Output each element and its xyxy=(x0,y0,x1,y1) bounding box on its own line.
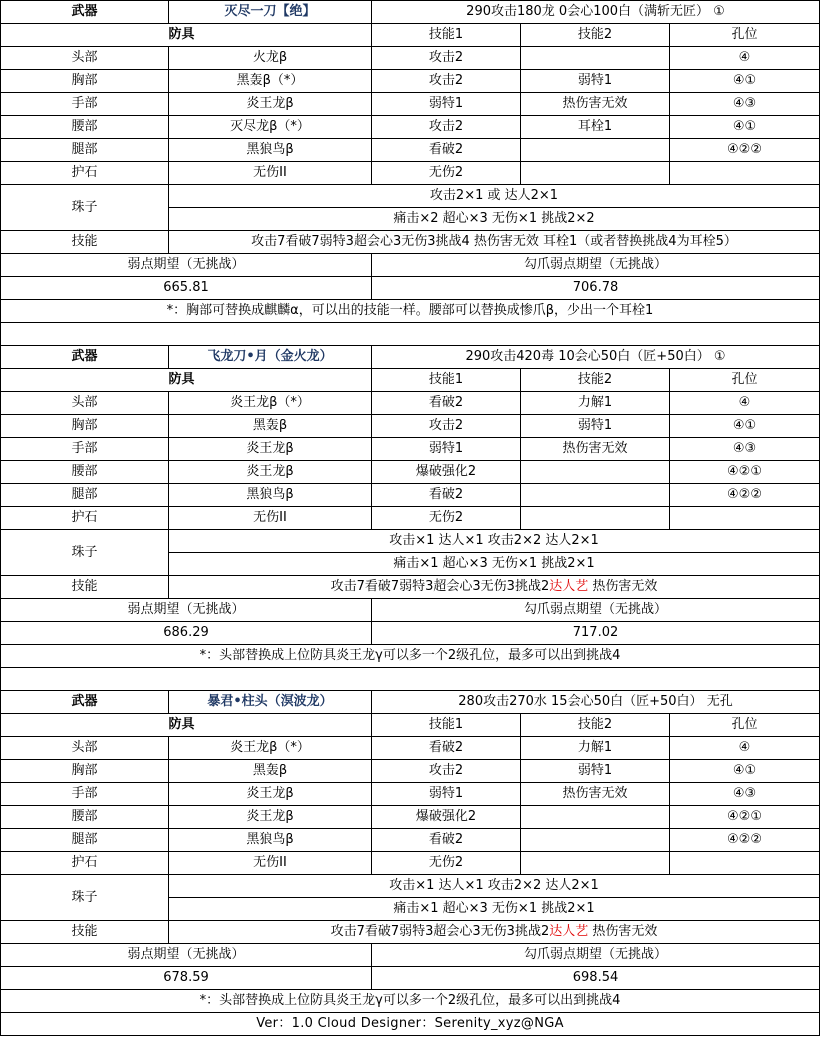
armor-row xyxy=(1,829,820,852)
skills-label: 技能 xyxy=(1,231,169,254)
armor-row xyxy=(1,737,820,760)
armor-skill1: 攻击2 xyxy=(372,116,521,139)
slot-label: 孔位 xyxy=(670,369,820,392)
ev-claw-value: 706.78 xyxy=(372,277,820,300)
part-charm: 护石 xyxy=(1,162,169,185)
skill2-label: 技能2 xyxy=(521,714,670,737)
armor-slots: ④②① xyxy=(670,461,820,484)
weapon-stats: 290攻击420毒 10会心50白（匠+50白） ① xyxy=(372,346,820,369)
armor-skill1: 无伤2 xyxy=(372,507,521,530)
armor-slots: ④① xyxy=(670,70,820,93)
skill1-label: 技能1 xyxy=(372,369,521,392)
skill2-label: 技能2 xyxy=(521,369,670,392)
armor-name: 无伤II xyxy=(169,507,372,530)
armor-skill2 xyxy=(521,852,670,875)
weapon-name: 灭尽一刀【绝】 xyxy=(169,1,372,24)
part-chest: 胸部 xyxy=(1,70,169,93)
jewels-line-1: 攻击2×1 或 达人2×1 xyxy=(169,185,820,208)
version-credit: Ver：1.0 Cloud Designer：Serenity_xyz@NGA xyxy=(1,1013,820,1036)
ev-value: 665.81 xyxy=(1,277,372,300)
ev-claw-label: 勾爪弱点期望（无挑战） xyxy=(372,944,820,967)
note-row xyxy=(1,300,820,323)
ev-value-row xyxy=(1,967,820,990)
armor-skill1: 爆破强化2 xyxy=(372,461,521,484)
section-gap xyxy=(1,323,820,346)
armor-skill1: 攻击2 xyxy=(372,47,521,70)
armor-label: 防具 xyxy=(169,24,372,47)
armor-name: 无伤II xyxy=(169,852,372,875)
armor-name: 炎王龙β（*） xyxy=(169,392,372,415)
armor-skill2: 热伤害无效 xyxy=(521,783,670,806)
armor-skill1: 弱特1 xyxy=(372,438,521,461)
skill2-label: 技能2 xyxy=(521,24,670,47)
skills-text-tail: 热伤害无效 xyxy=(588,579,658,594)
part-arms: 手部 xyxy=(1,783,169,806)
ev-label: 弱点期望（无挑战） xyxy=(1,599,372,622)
armor-skill2: 力解1 xyxy=(521,737,670,760)
armor-name: 黑狼鸟β xyxy=(169,829,372,852)
skills-row xyxy=(1,576,820,599)
armor-header-row xyxy=(1,24,820,47)
skills-summary xyxy=(169,576,820,599)
armor-slots: ④②② xyxy=(670,829,820,852)
armor-skill1: 看破2 xyxy=(372,737,521,760)
build-note: *：头部替换成上位防具炎王龙γ可以多一个2级孔位，最多可以出到挑战4 xyxy=(1,645,820,668)
armor-skill1: 看破2 xyxy=(372,139,521,162)
section-gap xyxy=(1,668,820,691)
armor-slots: ④ xyxy=(670,47,820,70)
skill1-label: 技能1 xyxy=(372,24,521,47)
armor-row xyxy=(1,47,820,70)
ev-claw-label: 勾爪弱点期望（无挑战） xyxy=(372,254,820,277)
armor-skill2 xyxy=(521,484,670,507)
ev-label: 弱点期望（无挑战） xyxy=(1,944,372,967)
armor-skill1: 看破2 xyxy=(372,484,521,507)
armor-slots: ④① xyxy=(670,116,820,139)
armor-name: 炎王龙β xyxy=(169,93,372,116)
armor-name: 炎王龙β xyxy=(169,438,372,461)
jewels-row xyxy=(1,875,820,898)
jewels-label: 珠子 xyxy=(1,185,169,231)
armor-slots: ④②② xyxy=(670,139,820,162)
section-gap-cell xyxy=(1,668,820,691)
build-note: *：头部替换成上位防具炎王龙γ可以多一个2级孔位，最多可以出到挑战4 xyxy=(1,990,820,1013)
jewels-line-1: 攻击×1 达人×1 攻击2×2 达人2×1 xyxy=(169,875,820,898)
armor-row xyxy=(1,484,820,507)
armor-name: 黑狼鸟β xyxy=(169,484,372,507)
weapon-label: 武器 xyxy=(1,691,169,714)
part-charm: 护石 xyxy=(1,507,169,530)
skills-text: 攻击7看破7弱特3超会心3无伤3挑战2 xyxy=(330,924,550,939)
part-waist: 腰部 xyxy=(1,461,169,484)
armor-skill1: 爆破强化2 xyxy=(372,806,521,829)
armor-skill1: 弱特1 xyxy=(372,783,521,806)
part-arms: 手部 xyxy=(1,438,169,461)
jewels-line-2: 痛击×1 超心×3 无伤×1 挑战2×1 xyxy=(169,898,820,921)
ev-label: 弱点期望（无挑战） xyxy=(1,254,372,277)
armor-slots xyxy=(670,162,820,185)
armor-slots: ④① xyxy=(670,760,820,783)
armor-skill1: 看破2 xyxy=(372,829,521,852)
armor-name: 黑轰β xyxy=(169,415,372,438)
armor-skill1: 攻击2 xyxy=(372,70,521,93)
section-gap-cell xyxy=(1,323,820,346)
armor-row xyxy=(1,438,820,461)
skills-highlight: 达人艺 xyxy=(549,924,589,939)
armor-row xyxy=(1,139,820,162)
ev-claw-label: 勾爪弱点期望（无挑战） xyxy=(372,599,820,622)
armor-skill2: 热伤害无效 xyxy=(521,438,670,461)
skills-text: 攻击7看破7弱特3超会心3无伤3挑战4 热伤害无效 耳栓1（或者替换挑战4为耳栓5） xyxy=(251,234,737,249)
armor-row xyxy=(1,93,820,116)
armor-row xyxy=(1,806,820,829)
jewels-line-1: 攻击×1 达人×1 攻击2×2 达人2×1 xyxy=(169,530,820,553)
note-row xyxy=(1,990,820,1013)
ev-value: 686.29 xyxy=(1,622,372,645)
armor-name: 火龙β xyxy=(169,47,372,70)
jewels-row xyxy=(1,185,820,208)
armor-skill1: 无伤2 xyxy=(372,162,521,185)
ev-claw-value: 717.02 xyxy=(372,622,820,645)
armor-slots xyxy=(670,852,820,875)
armor-slots: ④②② xyxy=(670,484,820,507)
slot-label: 孔位 xyxy=(670,714,820,737)
ev-claw-value: 698.54 xyxy=(372,967,820,990)
weapon-row xyxy=(1,346,820,369)
weapon-row xyxy=(1,691,820,714)
jewels-row xyxy=(1,530,820,553)
armor-row xyxy=(1,461,820,484)
armor-slots: ④③ xyxy=(670,438,820,461)
ev-value-row xyxy=(1,622,820,645)
armor-skill2 xyxy=(521,507,670,530)
jewels-line-2: 痛击×2 超心×3 无伤×1 挑战2×2 xyxy=(169,208,820,231)
ev-header-row xyxy=(1,599,820,622)
weapon-name: 飞龙刀•月（金火龙） xyxy=(169,346,372,369)
armor-slots xyxy=(670,507,820,530)
armor-row xyxy=(1,415,820,438)
armor-header-spacer xyxy=(1,24,169,47)
armor-slots: ④ xyxy=(670,737,820,760)
armor-skill2 xyxy=(521,806,670,829)
armor-row xyxy=(1,507,820,530)
part-head: 头部 xyxy=(1,392,169,415)
part-waist: 腰部 xyxy=(1,116,169,139)
part-charm: 护石 xyxy=(1,852,169,875)
armor-row xyxy=(1,70,820,93)
ev-value: 678.59 xyxy=(1,967,372,990)
ev-header-row xyxy=(1,944,820,967)
armor-row xyxy=(1,116,820,139)
armor-row xyxy=(1,783,820,806)
part-head: 头部 xyxy=(1,737,169,760)
jewels-label: 珠子 xyxy=(1,875,169,921)
armor-skill2: 力解1 xyxy=(521,392,670,415)
note-row xyxy=(1,645,820,668)
skills-text-tail: 热伤害无效 xyxy=(588,924,658,939)
slot-label: 孔位 xyxy=(670,24,820,47)
armor-name: 炎王龙β xyxy=(169,461,372,484)
skills-row xyxy=(1,231,820,254)
armor-skill1: 攻击2 xyxy=(372,760,521,783)
armor-header-row xyxy=(1,714,820,737)
build-note: *：胸部可替换成麒麟α，可以出的技能一样。腰部可以替换成惨爪β，少出一个耳栓1 xyxy=(1,300,820,323)
armor-header-spacer xyxy=(1,714,169,737)
armor-name: 炎王龙β xyxy=(169,783,372,806)
armor-skill2 xyxy=(521,162,670,185)
skills-summary xyxy=(169,921,820,944)
jewels-label: 珠子 xyxy=(1,530,169,576)
armor-skill1: 无伤2 xyxy=(372,852,521,875)
armor-skill2: 耳栓1 xyxy=(521,116,670,139)
armor-name: 黑轰β（*） xyxy=(169,70,372,93)
armor-slots: ④ xyxy=(670,392,820,415)
armor-slots: ④②① xyxy=(670,806,820,829)
part-legs: 腿部 xyxy=(1,484,169,507)
footer-row xyxy=(1,1013,820,1036)
armor-skill2 xyxy=(521,829,670,852)
armor-name: 黑轰β xyxy=(169,760,372,783)
skills-row xyxy=(1,921,820,944)
armor-skill1: 弱特1 xyxy=(372,93,521,116)
part-waist: 腰部 xyxy=(1,806,169,829)
weapon-label: 武器 xyxy=(1,346,169,369)
skills-summary xyxy=(169,231,820,254)
armor-label: 防具 xyxy=(169,369,372,392)
armor-skill2 xyxy=(521,139,670,162)
weapon-stats: 290攻击180龙 0会心100白（满斩无匠） ① xyxy=(372,1,820,24)
armor-slots: ④① xyxy=(670,415,820,438)
skills-highlight: 达人艺 xyxy=(549,579,589,594)
armor-row xyxy=(1,162,820,185)
jewels-line-2: 痛击×1 超心×3 无伤×1 挑战2×1 xyxy=(169,553,820,576)
armor-skill2 xyxy=(521,461,670,484)
armor-name: 炎王龙β（*） xyxy=(169,737,372,760)
part-chest: 胸部 xyxy=(1,415,169,438)
skills-text: 攻击7看破7弱特3超会心3无伤3挑战2 xyxy=(330,579,550,594)
armor-name: 炎王龙β xyxy=(169,806,372,829)
armor-header-spacer xyxy=(1,369,169,392)
skills-label: 技能 xyxy=(1,576,169,599)
armor-name: 黑狼鸟β xyxy=(169,139,372,162)
armor-name: 无伤II xyxy=(169,162,372,185)
weapon-label: 武器 xyxy=(1,1,169,24)
armor-row xyxy=(1,852,820,875)
armor-row xyxy=(1,392,820,415)
part-legs: 腿部 xyxy=(1,829,169,852)
armor-skill1: 看破2 xyxy=(372,392,521,415)
armor-label: 防具 xyxy=(169,714,372,737)
armor-row xyxy=(1,760,820,783)
armor-skill2: 热伤害无效 xyxy=(521,93,670,116)
weapon-stats: 280攻击270水 15会心50白（匠+50白） 无孔 xyxy=(372,691,820,714)
part-head: 头部 xyxy=(1,47,169,70)
part-chest: 胸部 xyxy=(1,760,169,783)
armor-name: 灭尽龙β（*） xyxy=(169,116,372,139)
skills-label: 技能 xyxy=(1,921,169,944)
armor-skill2: 弱特1 xyxy=(521,70,670,93)
armor-header-row xyxy=(1,369,820,392)
armor-skill2 xyxy=(521,47,670,70)
part-arms: 手部 xyxy=(1,93,169,116)
skill1-label: 技能1 xyxy=(372,714,521,737)
part-legs: 腿部 xyxy=(1,139,169,162)
ev-value-row xyxy=(1,277,820,300)
ev-header-row xyxy=(1,254,820,277)
armor-skill1: 攻击2 xyxy=(372,415,521,438)
armor-skill2: 弱特1 xyxy=(521,760,670,783)
armor-skill2: 弱特1 xyxy=(521,415,670,438)
armor-slots: ④③ xyxy=(670,93,820,116)
weapon-name: 暴君•柱头（溟波龙） xyxy=(169,691,372,714)
armor-slots: ④③ xyxy=(670,783,820,806)
weapon-row xyxy=(1,1,820,24)
